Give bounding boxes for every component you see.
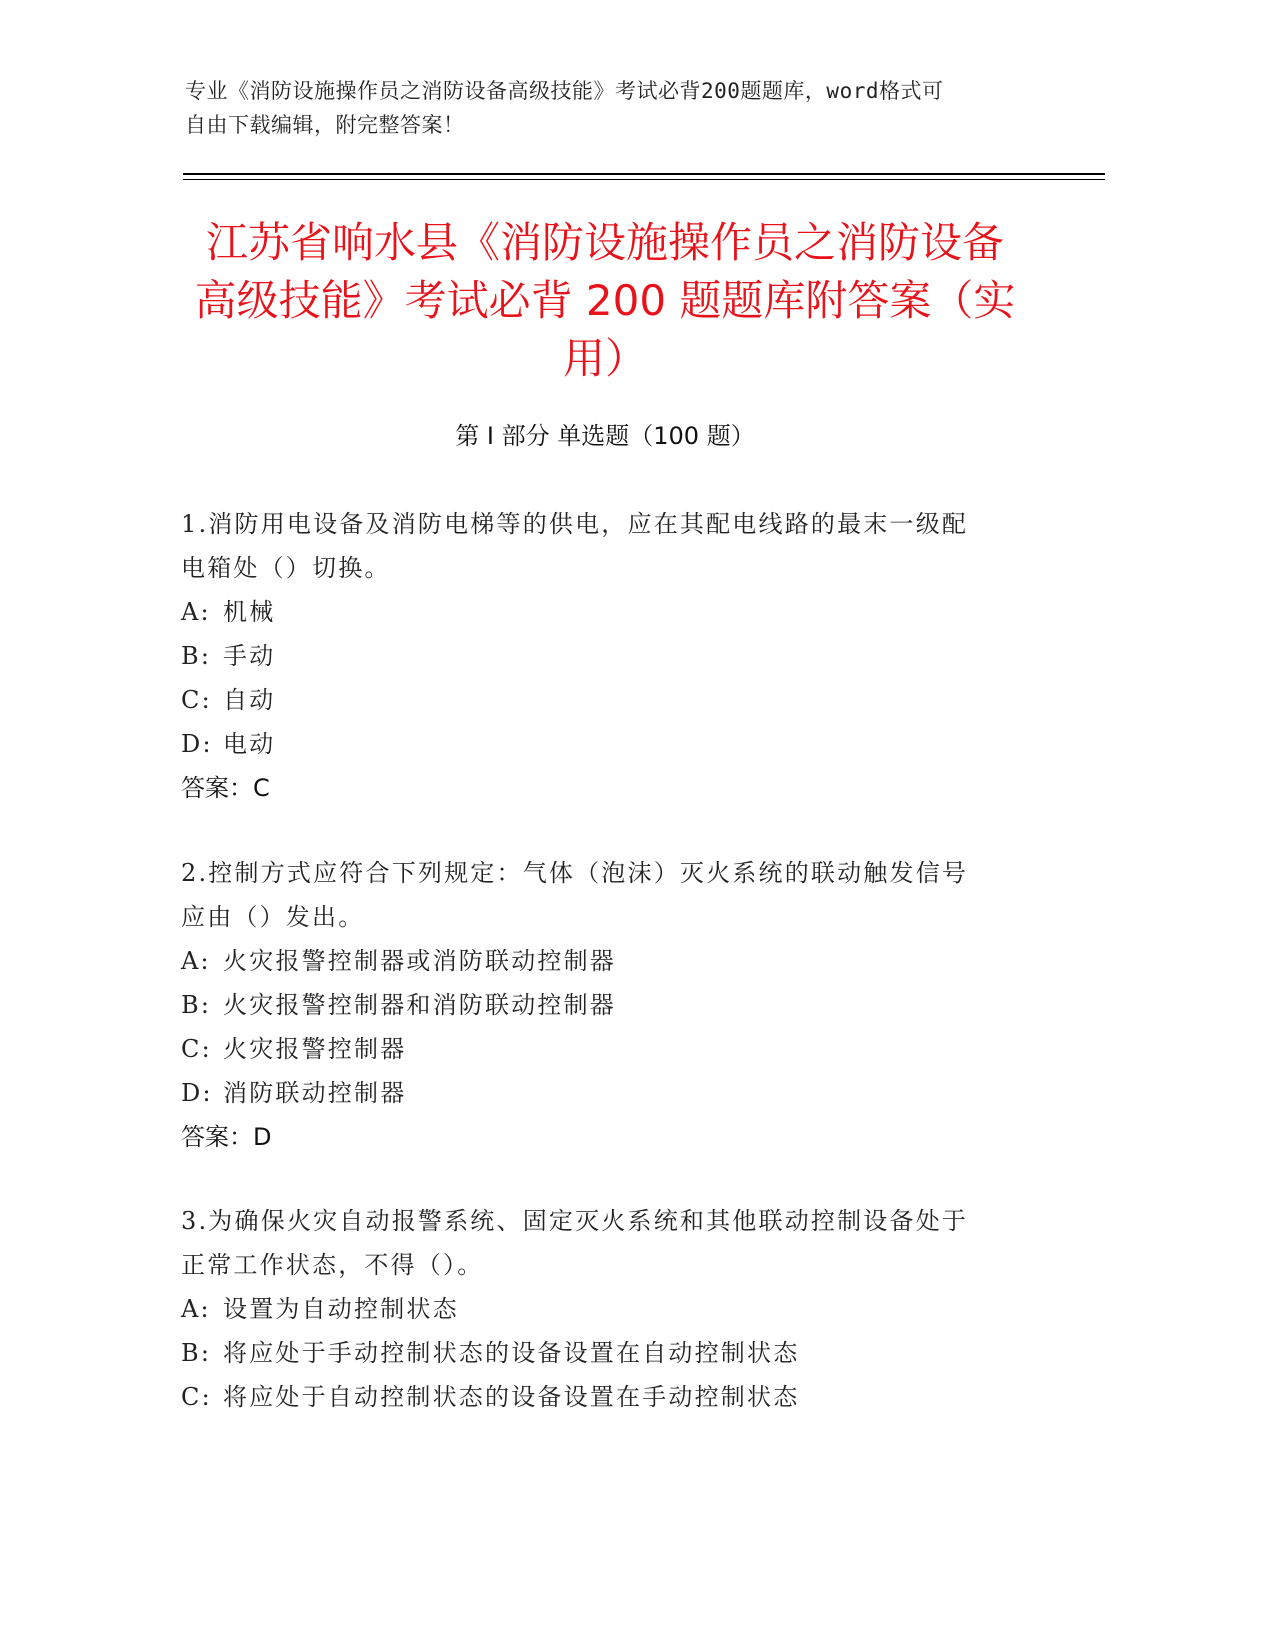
question-1 [181,502,1031,810]
question-2 [181,851,1031,1159]
title-line-2: 高级技能》考试必背 200 题题库附答案（实 [194,276,1016,325]
option-b [181,1331,1031,1375]
option-text: 手动 [223,642,276,670]
section-heading: 第 I 部分 单选题（100 题） [455,422,755,450]
question-stem-line-1: 2.控制方式应符合下列规定：气体（泡沫）灭火系统的联动触发信号 [181,859,969,887]
answer-line: 答案：D [181,1123,272,1151]
option-text: 火灾报警控制器和消防联动控制器 [223,991,616,1019]
option-text: 将应处于自动控制状态的设备设置在手动控制状态 [223,1383,800,1411]
question-stem [181,851,1031,939]
question-stem-line-2: 正常工作状态，不得（）。 [181,1251,484,1279]
option-a [181,939,1031,983]
option-letter: C: [181,686,212,714]
option-d [181,722,1031,766]
title-line-1: 江苏省响水县《消防设施操作员之消防设备 [205,218,1004,267]
option-b [181,983,1031,1027]
header-rule-thin [183,179,1105,180]
option-c [181,1027,1031,1071]
answer-line: 答案：C [181,774,270,802]
option-text: 将应处于手动控制状态的设备设置在自动控制状态 [223,1339,800,1367]
option-text: 自动 [223,686,276,714]
title-line-3: 用） [562,334,647,383]
option-d [181,1071,1031,1115]
option-letter: A: [181,1295,211,1323]
option-text: 机械 [223,598,276,626]
option-letter: D: [181,1079,213,1107]
option-c [181,678,1031,722]
option-a [181,590,1031,634]
header-note [185,74,1055,142]
option-letter: B: [181,642,212,670]
question-stem [181,1199,1031,1287]
document-title [170,214,1040,388]
question-stem-line-2: 电箱处（）切换。 [181,554,391,582]
question-stem-line-1: 1.消防用电设备及消防电梯等的供电，应在其配电线路的最末一级配 [181,510,969,538]
option-text: 消防联动控制器 [223,1079,407,1107]
question-stem-line-2: 应由（）发出。 [181,903,365,931]
option-text: 设置为自动控制状态 [223,1295,459,1323]
option-text: 电动 [223,730,276,758]
header-note-line-1: 专业《消防设施操作员之消防设备高级技能》考试必背200题题库，word格式可 [185,79,944,103]
option-letter: D: [181,730,213,758]
option-letter: C: [181,1383,212,1411]
question-stem-line-1: 3.为确保火灾自动报警系统、固定灭火系统和其他联动控制设备处于 [181,1207,969,1235]
option-a [181,1287,1031,1331]
option-letter: A: [181,598,211,626]
header-rule-thick [183,173,1105,175]
option-text: 火灾报警控制器或消防联动控制器 [223,947,616,975]
option-letter: B: [181,1339,212,1367]
option-b [181,634,1031,678]
option-c [181,1375,1031,1419]
question-3 [181,1199,1031,1419]
option-letter: B: [181,991,212,1019]
option-letter: A: [181,947,211,975]
option-letter: C: [181,1035,212,1063]
question-stem [181,502,1031,590]
option-text: 火灾报警控制器 [223,1035,407,1063]
header-note-line-2: 自由下载编辑，附完整答案！ [185,113,465,137]
